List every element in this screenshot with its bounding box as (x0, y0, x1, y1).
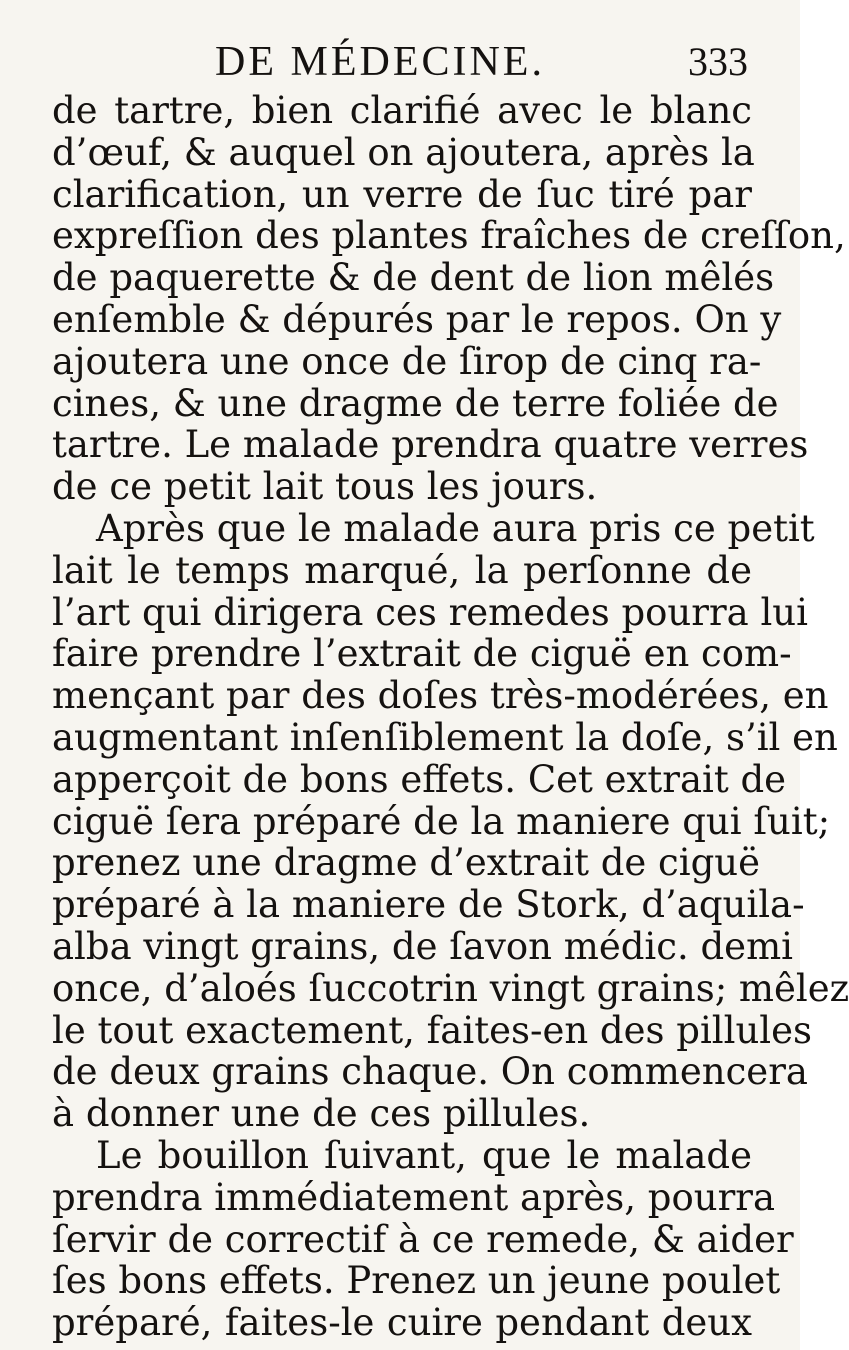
text-line: ſes bons effets. Prenez un jeune poulet (52, 1259, 781, 1303)
text-line: lait le temps marqué, la perſonne de (52, 548, 752, 592)
text-line: augmentant inſenſiblement la doſe, s’il en (52, 715, 838, 759)
text-line: de ce petit lait tous les jours. (52, 465, 598, 509)
text-line: l’art qui dirigera ces remedes pourra lui (52, 590, 808, 634)
text-line: préparé, faites-le cuire pendant deux (52, 1301, 752, 1345)
text-line: Après que le malade aura pris ce petit (96, 506, 815, 550)
paragraph-3 (52, 1133, 794, 1345)
text-line: d’œuf, & auquel on ajoutera, après la (52, 130, 755, 174)
text-line: prenez une dragme d’extrait de ciguë (52, 841, 761, 885)
text-line: expreſſion des plantes fraîches de creſſon, (52, 214, 846, 258)
text-line: préparé à la maniere de Stork, d’aquila- (52, 883, 805, 927)
page-number: 333 (688, 39, 748, 84)
text-line: alba vingt grains, de ſavon médic. demi (52, 924, 793, 968)
running-head (0, 38, 800, 90)
text-line: Le bouillon ſuivant, que le malade (96, 1133, 752, 1177)
text-line: once, d’aloés ſuccotrin vingt grains; mêlez (52, 966, 849, 1010)
text-line: à donner une de ces pillules. (52, 1092, 591, 1136)
text-line: le tout exactement, faites-en des pillules (52, 1008, 812, 1052)
running-head-title: DE MÉDECINE. (215, 39, 545, 85)
text-line: de tartre, bien clarifié avec le blanc (52, 89, 752, 132)
text-line: de paquerette & de dent de lion mêlés (52, 256, 775, 300)
paragraph-2 (52, 506, 849, 1136)
text-line: faire prendre l’extrait de ciguë en com- (52, 632, 792, 676)
text-line: clarification, un verre de ſuc tiré par (52, 172, 752, 216)
text-line: ciguë ſera préparé de la maniere qui ſuit; (52, 799, 831, 843)
text-line: cines, & une dragme de terre foliée de (52, 381, 779, 425)
paragraph-1 (52, 89, 846, 509)
text-line: de deux grains chaque. On commencera (52, 1050, 808, 1094)
text-line: enſemble & dépurés par le repos. On y (52, 297, 782, 341)
text-line: ſervir de correctif à ce remede, & aider (52, 1217, 794, 1261)
text-line: ajoutera une once de ſirop de cinq ra- (52, 339, 762, 383)
text-line: tartre. Le malade prendra quatre verres (52, 423, 809, 467)
text-line: prendra immédiatement après, pourra (52, 1175, 776, 1219)
body-text (52, 89, 849, 1345)
text-line: apperçoit de bons effets. Cet extrait de (52, 757, 787, 801)
text-line: mençant par des doſes très-modérées, en (52, 674, 829, 718)
